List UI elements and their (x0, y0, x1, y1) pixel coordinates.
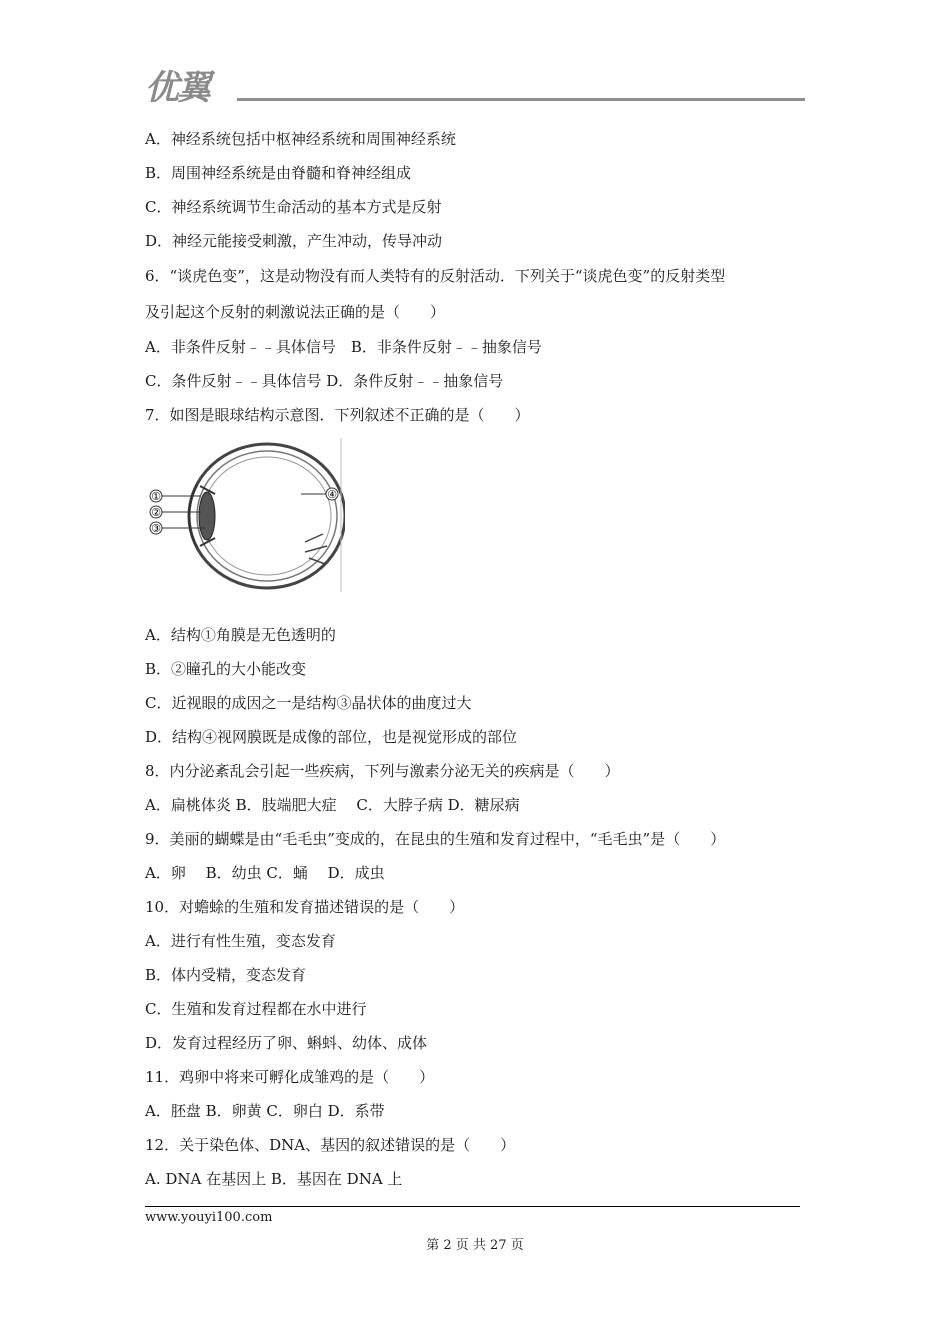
option-line: C．近视眼的成因之一是结构③晶状体的曲度过大 (145, 694, 472, 712)
label-2: ② (151, 506, 161, 519)
option-line: A．非条件反射﹣﹣具体信号 B．非条件反射﹣﹣抽象信号 (145, 338, 542, 356)
label-3: ③ (151, 522, 161, 535)
option-line: C．神经系统调节生命活动的基本方式是反射 (145, 198, 442, 216)
option-line: B．②瞳孔的大小能改变 (145, 660, 307, 678)
label-1: ① (151, 490, 161, 503)
option-line: A．卵 B．幼虫 C．蛹 D．成虫 (145, 864, 385, 882)
option-line: C．条件反射﹣﹣具体信号 D．条件反射﹣﹣抽象信号 (145, 372, 504, 390)
option-line: A．胚盘 B．卵黄 C．卵白 D．系带 (145, 1102, 385, 1120)
option-line: D．神经元能接受刺激，产生冲动，传导冲动 (145, 232, 443, 250)
footer-url: www.youyi100.com (145, 1210, 273, 1225)
header-rule (237, 98, 805, 101)
document-body (145, 122, 810, 1196)
question-line: 8．内分泌紊乱会引起一些疾病，下列与激素分泌无关的疾病是（ ） (145, 762, 620, 780)
option-line: A．结构①角膜是无色透明的 (145, 626, 336, 644)
option-line: A．神经系统包括中枢神经系统和周围神经系统 (145, 130, 456, 148)
question-line: 9．美丽的蝴蝶是由“毛毛虫”变成的，在昆虫的生殖和发育过程中，“毛毛虫”是（ ） (145, 830, 726, 848)
eye-diagram-drawing (145, 436, 345, 596)
page-number: 第 2 页 共 27 页 (426, 1238, 524, 1253)
option-line: A．进行有性生殖，变态发育 (145, 932, 336, 950)
question-line: 11．鸡卵中将来可孵化成雏鸡的是（ ） (145, 1068, 435, 1086)
footer-rule (145, 1206, 800, 1207)
logo: 优翼 (145, 68, 209, 108)
question-line: 10．对蟾蜍的生殖和发育描述错误的是（ ） (145, 898, 465, 916)
eye-diagram (145, 436, 345, 596)
question-line: 6．“谈虎色变”，这是动物没有而人类特有的反射活动．下列关于“谈虎色变”的反射类型 (145, 267, 726, 285)
option-line: A．扁桃体炎 B．肢端肥大症 C．大脖子病 D．糖尿病 (145, 796, 520, 814)
option-line: A. DNA 在基因上 B．基因在 DNA 上 (145, 1170, 403, 1188)
option-line: D．结构④视网膜既是成像的部位，也是视觉形成的部位 (145, 728, 518, 746)
question-line: 及引起这个反射的刺激说法正确的是（ ） (145, 303, 446, 321)
question-line: 12．关于染色体、DNA、基因的叙述错误的是（ ） (145, 1136, 516, 1154)
option-line: C．生殖和发育过程都在水中进行 (145, 1000, 367, 1018)
option-line: B．周围神经系统是由脊髓和脊神经组成 (145, 164, 412, 182)
label-4: ④ (327, 488, 337, 501)
question-line: 7．如图是眼球结构示意图．下列叙述不正确的是（ ） (145, 406, 530, 424)
option-line: B．体内受精，变态发育 (145, 966, 307, 984)
page-header (145, 60, 805, 110)
option-line: D．发育过程经历了卵、蝌蚪、幼体、成体 (145, 1034, 428, 1052)
